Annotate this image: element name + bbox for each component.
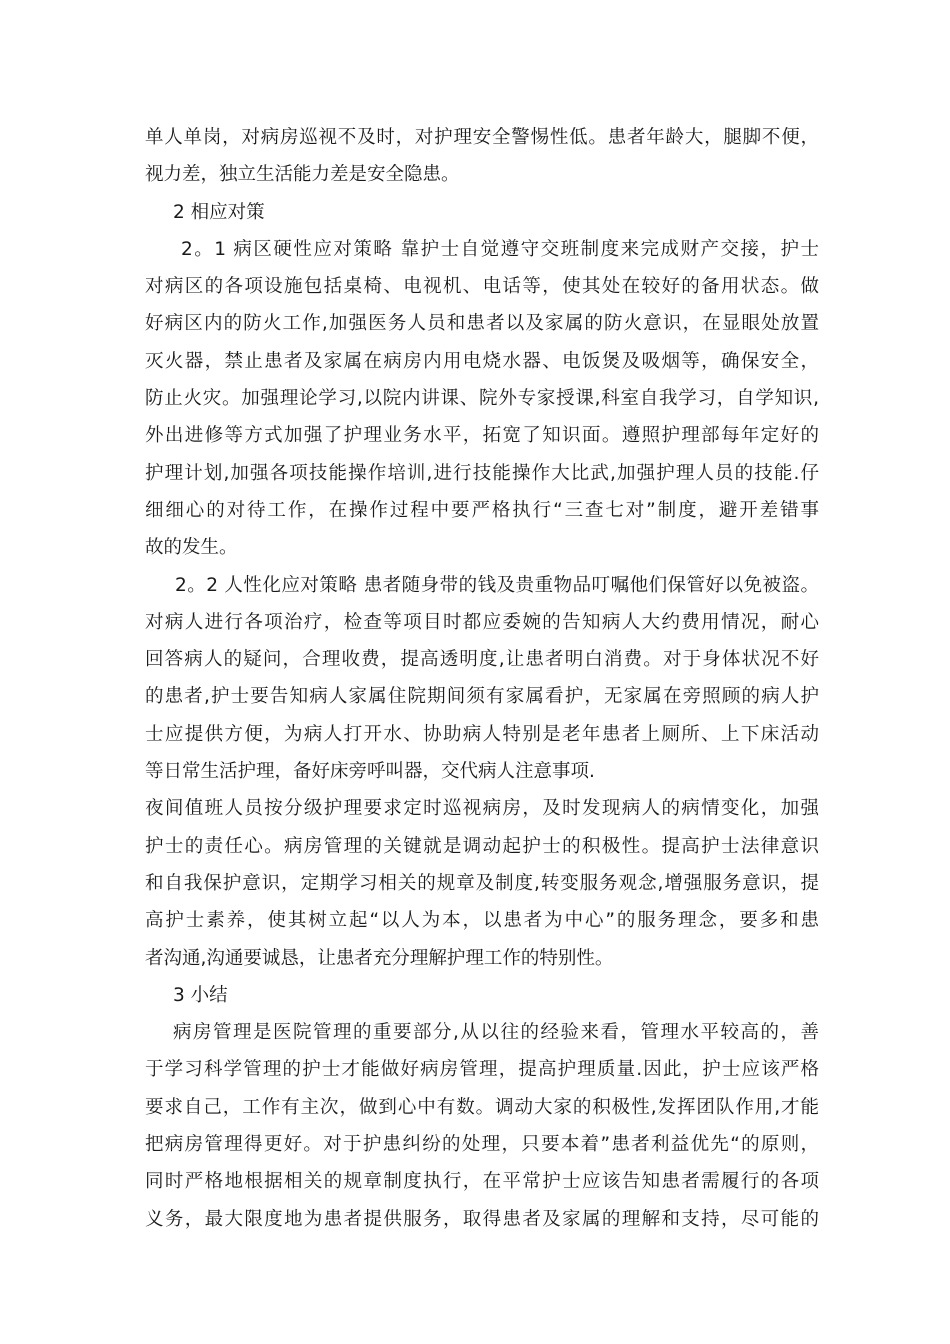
text-line: 者沟通,沟通要诚恳，让患者充分理解护理工作的特别性。 [145,947,614,969]
text-line: 回答病人的疑问，合理收费，提高透明度,让患者明白消费。对于身体状况不好 [145,649,819,671]
text-line: 护士的责任心。病房管理的关键就是调动起护士的积极性。提高护士法律意识 [145,835,819,857]
text-line: 病房管理是医院管理的重要部分,从以往的经验来看，管理水平较高的，善 [173,1022,819,1044]
section-heading: 2 相应对策 [173,201,265,223]
text-line: 对病人进行各项治疗，检查等项目时都应委婉的告知病人大约费用情况，耐心 [145,611,819,633]
text-line: 对病区的各项设施包括桌椅、电视机、电话等，使其处在较好的备用状态。做 [145,276,819,298]
text-line: 视力差，独立生活能力差是安全隐患。 [145,164,460,186]
section-heading: 3 小结 [173,984,228,1006]
text-line: 高护士素养，使其树立起“以人为本，以患者为中心”的服务理念，要多和患 [145,910,819,932]
text-line: 士应提供方便，为病人打开水、协助病人特别是老年患者上厕所、上下床活动 [145,723,819,745]
text-line: 夜间值班人员按分级护理要求定时巡视病房，及时发现病人的病情变化，加强 [145,798,819,820]
text-line: 灭火器，禁止患者及家属在病房内用电烧水器、电饭煲及吸烟等，确保安全， [145,350,819,372]
text-line: 故的发生。 [145,537,238,559]
text-line: 护理计划,加强各项技能操作培训,进行技能操作大比武,加强护理人员的技能.仔 [145,462,819,484]
text-line: 于学习科学管理的护士才能做好病房管理，提高护理质量.因此，护士应该严格 [145,1059,819,1081]
text-line: 要求自己，工作有主次，做到心中有数。调动大家的积极性,发挥团队作用,才能 [145,1096,819,1118]
subsection-heading-line: 2。1 病区硬性应对策略 靠护士自觉遵守交班制度来完成财产交接，护士 [181,238,819,260]
text-line: 单人单岗，对病房巡视不及时，对护理安全警惕性低。患者年龄大，腿脚不便， [145,127,819,148]
text-line: 同时严格地根据相关的规章制度执行，在平常护士应该告知患者需履行的各项 [145,1171,819,1193]
text-line: 外出进修等方式加强了护理业务水平，拓宽了知识面。遵照护理部每年定好的 [145,425,819,447]
text-line: 和自我保护意识，定期学习相关的规章及制度,转变服务观念,增强服务意识，提 [145,872,819,894]
document-body [145,119,819,1238]
subsection-heading-line: 2。2 人性化应对策略 患者随身带的钱及贵重物品叮嘱他们保管好以免被盗。 [175,574,819,596]
text-line: 把病房管理得更好。对于护患纠纷的处理，只要本着”患者利益优先“的原则， [145,1134,819,1156]
text-line: 细细心的对待工作，在操作过程中要严格执行“三查七对”制度，避开差错事 [145,499,819,521]
text-line: 防止火灾。加强理论学习,以院内讲课、院外专家授课,科室自我学习，自学知识, [145,388,819,410]
text-line: 等日常生活护理，备好床旁呼叫器，交代病人注意事项. [145,761,595,783]
text-line: 义务，最大限度地为患者提供服务，取得患者及家属的理解和支持，尽可能的 [145,1208,819,1230]
text-line: 好病区内的防火工作,加强医务人员和患者以及家属的防火意识，在显眼处放置 [145,313,819,335]
text-line: 的患者,护士要告知病人家属住院期间须有家属看护，无家属在旁照顾的病人护 [145,686,819,708]
